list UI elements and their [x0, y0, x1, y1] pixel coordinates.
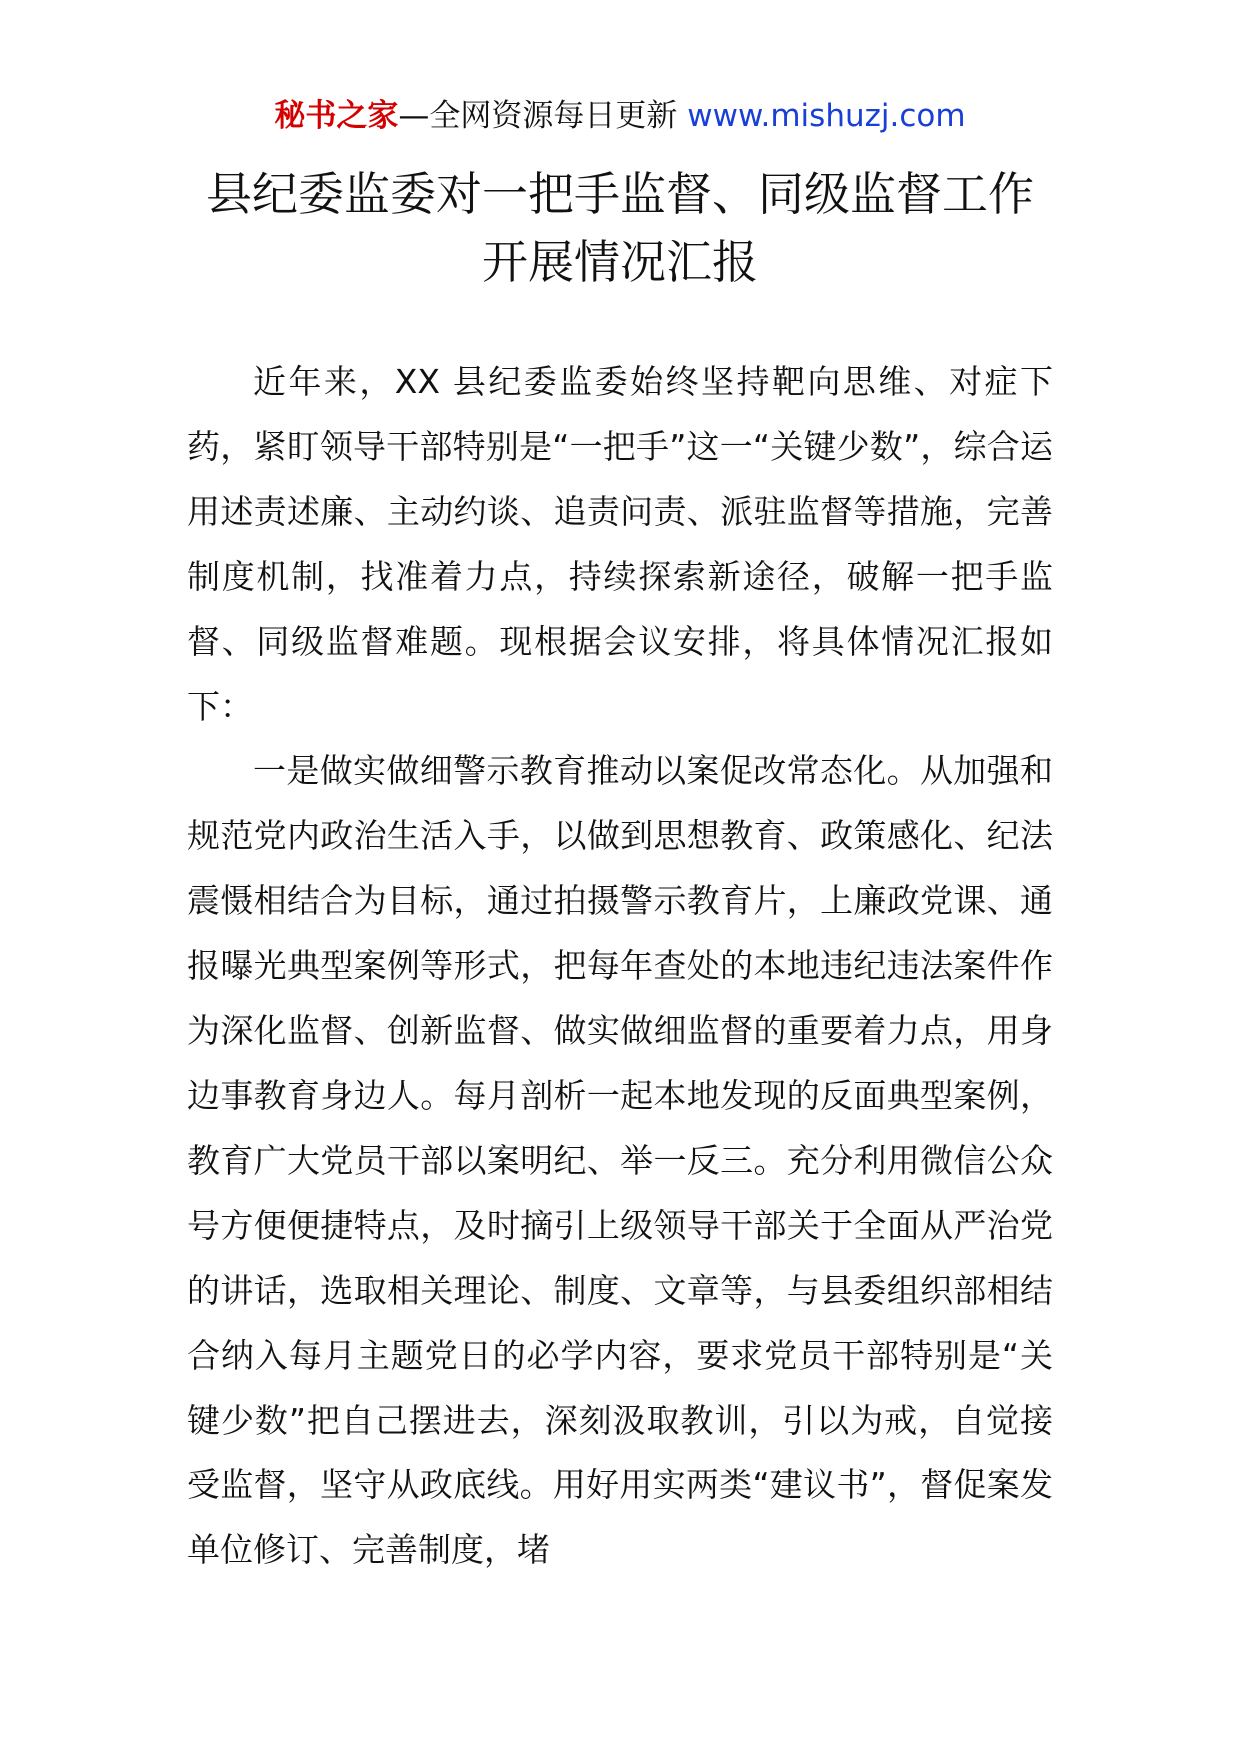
paragraph-intro: 近年来，XX 县纪委监委始终坚持靶向思维、对症下药，紧盯领导干部特别是“一把手”这一“关键少数”，综合运用述责述廉、主动约谈、追责问责、派驻监督等措施，完善制度机制，找准着力点，持续探索新途径，破解一把手监督、同级监督难题。现根据会议安排，将具体情况汇报如下： — [187, 362, 1053, 726]
brand-name: 秘书之家 — [274, 98, 399, 134]
paragraph-point-1: 一是做实做细警示教育推动以案促改常态化。从加强和规范党内政治生活入手，以做到思想教育、政策感化、纪法震慑相结合为目标，通过拍摄警示教育片，上廉政党课、通报曝光典型案例等形式，把每年查处的本地违纪违法案件作为深化监督、创新监督、做实做细监督的重要着力点，用身边事教育身边人。每月剖析一起本地发现的反面典型案例，教育广大党员干部以案明纪、举一反三。充分利用微信公众号方便便捷特点，及时摘引上级领导干部关于全面从严治党的讲话，选取相关理论、制度、文章等，与县委组织部相结合纳入每月主题党日的必学内容，要求党员干部特别是“关键少数”把自己摆进去，深刻汲取教训，引以为戒，自觉接受监督，坚守从政底线。用好用实两类“建议书”，督促案发单位修订、完善制度，堵 — [187, 751, 1053, 1570]
site-header — [0, 96, 1240, 136]
title-line-2: 开展情况汇报 — [482, 235, 758, 289]
header-tagline: —全网资源每日更新 — [398, 98, 678, 134]
site-url-link[interactable]: www.mishuzj.com — [687, 98, 966, 134]
title-line-1: 县纪委监委对一把手监督、同级监督工作 — [206, 167, 1034, 221]
document-title — [0, 160, 1240, 296]
document-body — [187, 350, 1053, 1583]
